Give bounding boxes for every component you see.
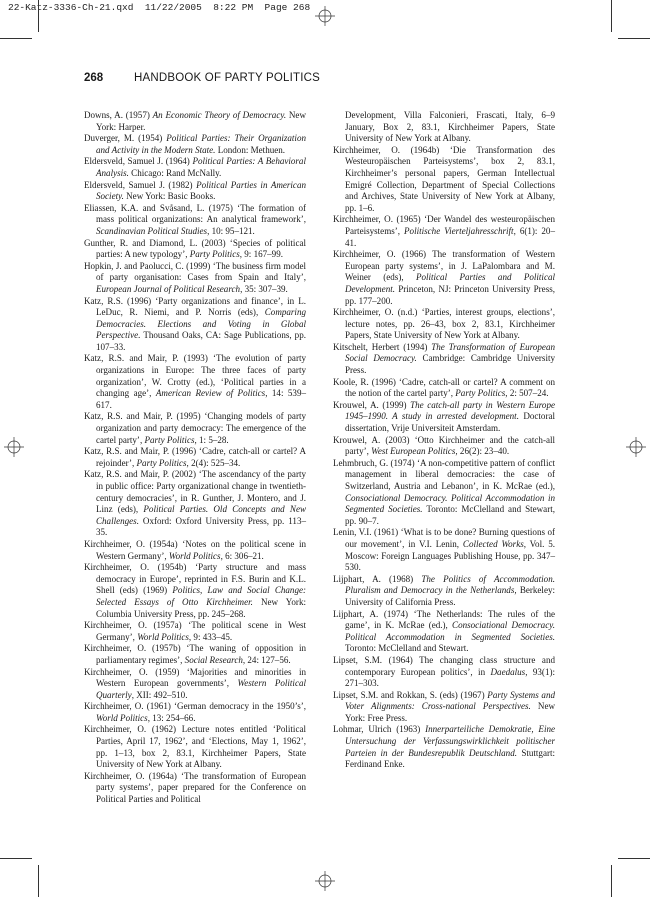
reference-text: , 2: 507–24. (505, 388, 549, 399)
reference-entry (333, 655, 555, 690)
document-slug-line: 22-Katz-3336-Ch-21.qxd 11/22/2005 8:22 PM Page 268 (8, 2, 311, 13)
reference-text: New York: Columbia University Press, pp. 245–268. (96, 596, 306, 619)
page-number: 268 (84, 72, 104, 84)
reference-title: Daedalus (490, 666, 526, 677)
reference-text: New York: Free Press. (345, 701, 555, 723)
reference-entry (84, 411, 306, 446)
reference-text: Katz, R.S. and Mair, P. (1993) ‘The evolution of party organizations in Europe: The three faces of party organization’, W. Crotty (ed.), ‘Political parties in a changing age’, (84, 353, 306, 399)
reference-title: Consociational Democracy. Political Accommodation in Segmented Societies. (345, 620, 556, 642)
reference-title: The catch-all party in Western Europe 1945–1990. A study in arrested development. (345, 399, 555, 422)
reference-title: Consociational Democracy. Political Accommodation in Segmented Societies. (345, 492, 555, 515)
registration-mark-icon (626, 437, 646, 457)
reference-text: Lijphart, A. (1974) ‘The Netherlands: The rules of the game’, in K. McRae (ed.), (333, 608, 555, 631)
registration-mark-icon (4, 437, 24, 457)
reference-entry (84, 353, 306, 411)
reference-title: The Transformation of European Social Democracy. (345, 341, 555, 364)
reference-text: Development, Villa Falconieri, Frascati, Italy, 6–9 January, Box 2, 83.1, Kirchheimer Papers, State University of New York at Albany. (345, 110, 555, 144)
reference-text: Lenin, V.I. (1961) ‘What is to be done? Burning questions of our movement’, in V.I. Lenin, (333, 527, 555, 549)
reference-title: The Politics of Accommodation. Pluralism and Democracy in the Netherlands, (345, 573, 555, 596)
reference-text: Lijphart, A. (1968) (333, 573, 422, 584)
reference-text: Kirchheimer, O. (1964a) ‘The transformation of European party systems’, paper prepared for the Conference on Political Parties and Political (84, 770, 306, 805)
reference-title: An Economic Theory of Democracy. (152, 110, 287, 120)
reference-text: , Vol. 5. Moscow: Foreign Languages Publishing House, pp. 347–530. (345, 538, 555, 573)
reference-text: Toronto: McClelland and Stewart, pp. 90–7. (345, 504, 555, 526)
reference-title: Innerparteiliche Demokratie, Eine Untersuchung der Verfassungswirklichkeit politischer Parteien in der Bundesrepublik Deutschland. (345, 724, 555, 758)
reference-title: Politische Vierteljahresschrift (404, 225, 514, 236)
reference-text: Kirchheimer, O. (1966) The transformation of Western European party systems’, in J. LaPalombara and M. Weiner (eds), (333, 249, 555, 283)
reference-entry (84, 701, 306, 724)
reference-text: , 1: 5–28. (194, 434, 229, 445)
reference-text: Lehmbruch, G. (1974) ‘A non-competitive pattern of conflict management in liberal democracies: the case of Switzerland, Austria and Lebanon’, in K. McRae (ed.), (333, 457, 555, 491)
reference-entry (84, 296, 306, 354)
reference-text: New York: Basic Books. (123, 191, 216, 202)
reference-text: Lipset, S.M. and Rokkan, S. (eds) (1967) (333, 689, 488, 700)
reference-text: , 9: 167–99. (239, 249, 283, 260)
reference-text: Lipset, S.M. (1964) The changing class structure and contemporary European politics’, in (333, 654, 555, 677)
reference-title: Political Parties: Their Organization and Activity in the Modern State. (96, 133, 306, 155)
reference-text: Eliassen, K.A. and Svåsand, L. (1975) ‘The formation of mass political organizations: An analytical framework’, (84, 202, 306, 225)
reference-text: Krouwel, A. (1999) (333, 399, 411, 410)
reference-title: Western Political Quarterly (96, 678, 307, 700)
reference-text: Katz, R.S. and Mair, P. (1996) ‘Cadre, catch-all or cartel? A rejoinder’, (84, 446, 306, 468)
reference-text: Krouwel, A. (2003) ‘Otto Kirchheimer and the catch-all party’, (333, 434, 555, 457)
reference-entry (333, 435, 555, 458)
reference-text: Duverger, M. (1954) (84, 133, 167, 144)
reference-title: Political Parties in American Society. (96, 179, 306, 202)
reference-text: Princeton, NJ: Princeton University Press, pp. 177–200. (345, 283, 555, 306)
reference-text: Gunther, R. and Diamond, L. (2003) ‘Species of political parties: A new typology’, (84, 237, 306, 260)
reference-entry (84, 110, 306, 133)
reference-title: European Journal of Political Research (96, 283, 241, 294)
reference-title: Party Politics (455, 388, 506, 399)
reference-text: , 6: 306–21. (220, 550, 264, 561)
reference-text: Koole, R. (1996) ‘Cadre, catch-all or cartel? A comment on the notion of the cartel party’, (333, 376, 555, 399)
reference-entry (333, 527, 555, 573)
reference-entry (84, 620, 306, 643)
reference-entry (84, 643, 306, 666)
reference-title: World Politics (137, 631, 189, 642)
reference-title: Scandinavian Political Studies (96, 225, 208, 236)
reference-title: World Politics (96, 712, 148, 723)
reference-text: Kirchheimer, O. (1961) ‘German democracy in the 1950’s’, (84, 701, 306, 712)
reference-entry (84, 771, 306, 806)
reference-entry (84, 562, 306, 620)
reference-text: , 6(1): 20–41. (345, 225, 555, 248)
reference-entry (84, 724, 306, 770)
reference-title: American Review of Politics (155, 388, 266, 399)
reference-text: Eldersveld, Samuel J. (1982) (84, 179, 197, 190)
reference-entry (333, 400, 555, 435)
reference-entry (333, 574, 555, 609)
reference-entry (84, 133, 306, 156)
reference-title: Social Research (184, 654, 243, 665)
registration-mark-icon (315, 871, 335, 891)
reference-text: , 9: 433–45. (188, 631, 233, 642)
reference-title: Politics, Law and Social Change: Selected Essays of Otto Kirchheimer. (96, 585, 306, 607)
reference-text: Kirchheimer, O. (1954b) ‘Party structure and mass democracy in Europe’, reprinted in F.S. Burin and K.L. Shell (eds) (1969) (84, 562, 306, 596)
reference-title: Political Parties. Old Concepts and New Challenges. (96, 504, 306, 526)
reference-entry (333, 690, 555, 725)
reference-text: , 14: 539–617. (96, 388, 306, 410)
reference-entry (84, 238, 306, 261)
references-left-column (84, 110, 306, 806)
reference-title: World Politics (168, 550, 221, 561)
reference-text: Doctoral dissertation, Vrije Universiteit Amsterdam. (345, 411, 555, 434)
reference-entry (333, 609, 555, 655)
reference-text: Berkeley: University of California Press. (345, 585, 555, 607)
reference-text: , 24: 127–56. (242, 654, 291, 665)
reference-text: , 10: 95–121. (207, 225, 255, 236)
reference-text: New York: Harper. (96, 110, 306, 132)
reference-text: , 35: 307–39. (240, 283, 288, 294)
reference-text: Katz, R.S. (1996) ‘Party organizations and finance’, in L. LeDuc, R. Niemi, and P. Norris (eds), (84, 295, 306, 318)
reference-entry (84, 156, 306, 179)
reference-text: Katz, R.S. and Mair, P. (2002) ‘The ascendancy of the party in public office: Party organizational change in twentieth-century democracies’, in R. Gunther, J. Montero, and J. Linz (eds), (84, 469, 306, 515)
reference-title: Party Systems and Voter Alignments: Cross-national Perspectives. (345, 689, 555, 712)
reference-entry (84, 446, 306, 469)
reference-text: Lohmar, Ulrich (1963) (333, 724, 426, 735)
reference-entry (333, 342, 555, 377)
reference-text: Kirchheimer, O. (1964b) ‘Die Transformation des Westeuropäischen Parteisystems’, box 2, 83.1, Kirchheimer’s personal papers, German Intellectual Emigré Collection, Department of Special Collections and Archives, State University of New York at Albany, pp. 1–6. (333, 144, 555, 213)
reference-text: Stuttgart: Ferdinand Enke. (345, 747, 556, 770)
reference-text: , 93(1): 271–303. (345, 666, 555, 689)
reference-title: Political Parties and Political Development. (345, 272, 555, 294)
reference-text: Kirchheimer, O. (1962) Lecture notes entitled ‘Political Parties, April 17, 1962’, and ‘Elections, May 1, 1962’, pp. 1–13, box 2, 83.1, Kirchheimer Papers, State University of New York at Albany. (84, 724, 306, 770)
reference-text: , XII: 492–510. (131, 689, 188, 700)
reference-entry (84, 203, 306, 238)
reference-entry (333, 458, 555, 528)
reference-entry (333, 214, 555, 249)
reference-text: Chicago: Rand McNally. (128, 167, 222, 178)
reference-entry (84, 469, 306, 539)
reference-entry (84, 667, 306, 702)
reference-title: Party Politics (144, 434, 195, 445)
reference-text: Cambridge: Cambridge University Press. (345, 353, 555, 376)
reference-text: Toronto: McClelland and Stewart. (345, 643, 469, 654)
reference-text: Kirchheimer, O. (1959) ‘Majorities and minorities in Western European governments’, (84, 666, 306, 689)
reference-title: Political Parties: A Behavioral Analysis. (96, 156, 306, 178)
reference-text: Kirchheimer, O. (1957a) ‘The political scene in West Germany’, (84, 620, 306, 642)
registration-mark-icon (315, 6, 335, 26)
reference-text: Hopkin, J. and Paolucci, C. (1999) ‘The business firm model of party organisation: Cases from Spain and Italy’, (84, 260, 306, 283)
reference-entry (84, 539, 306, 562)
reference-entry (333, 249, 555, 307)
reference-text: Kirchheimer, O. (n.d.) ‘Parties, interest groups, elections’, lecture notes, pp. 26–43, box 2, 83.1, Kirchheimer Papers, State University of New York at Albany. (333, 307, 555, 341)
reference-entry (333, 307, 555, 342)
references-right-column (333, 110, 555, 771)
reference-title: Party Politics (189, 249, 240, 260)
reference-text: Downs, A. (1957) (84, 110, 153, 120)
reference-entry (84, 261, 306, 296)
reference-text: Kirchheimer, O. (1965) ‘Der Wandel des westeuropäischen Parteisystems’, (333, 214, 555, 236)
reference-entry (333, 145, 555, 215)
reference-text: , 13: 254–66. (147, 712, 196, 723)
reference-text: Kirchheimer, O. (1954a) ‘Notes on the political scene in Western Germany’, (84, 538, 306, 561)
reference-text: London: Methuen. (215, 144, 286, 155)
reference-text: Kirchheimer, O. (1957b) ‘The waning of opposition in parliamentary regimes’, (84, 643, 306, 665)
reference-title: Comparing Democracies. Elections and Voting in Global Perspective. (96, 307, 306, 341)
reference-title: West European Politics (371, 446, 456, 457)
reference-entry (84, 180, 306, 203)
reference-text: Kitschelt, Herbert (1994) (333, 341, 432, 352)
reference-text: , 26(2): 23–40. (455, 446, 510, 457)
reference-text: Eldersveld, Samuel J. (1964) (84, 156, 193, 167)
reference-entry (333, 110, 555, 145)
reference-text: Thousand Oaks, CA: Sage Publications, pp. 107–33. (96, 330, 306, 352)
running-title: HANDBOOK OF PARTY POLITICS (134, 72, 321, 84)
reference-entry (333, 724, 555, 770)
reference-text: Oxford: Oxford University Press, pp. 113–35. (96, 515, 306, 538)
reference-title: Collected Works (462, 538, 524, 549)
reference-text: Katz, R.S. and Mair, P. (1995) ‘Changing models of party organization and party democracy: The emergence of the cartel party’, (84, 411, 306, 445)
reference-title: Party Politics (136, 457, 187, 468)
reference-entry (333, 377, 555, 400)
reference-text: , 2(4): 525–34. (186, 457, 241, 468)
